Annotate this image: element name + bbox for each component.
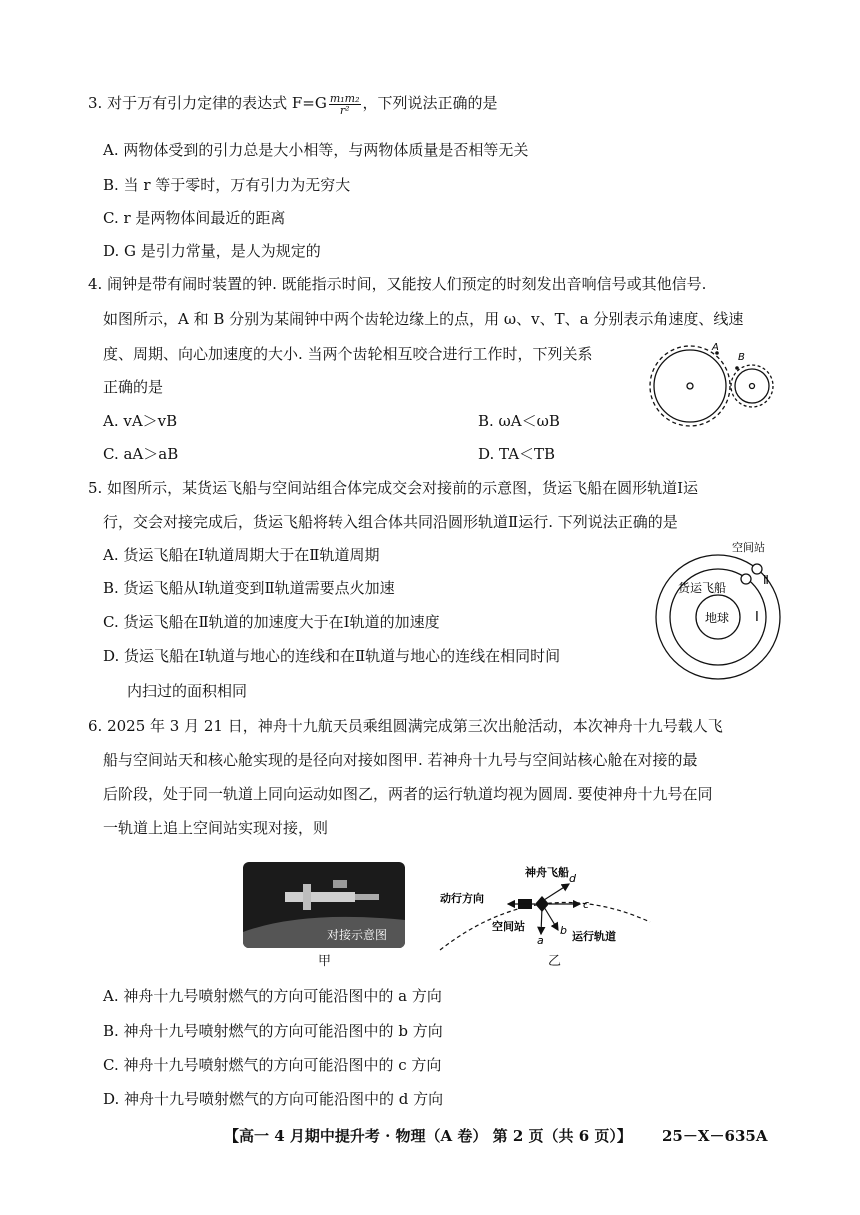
q6-option-a: A. 神舟十九号喷射燃气的方向可能沿图中的 a 方向 [103,987,442,1005]
ship-label: 神舟飞船 [525,866,569,879]
label-c: c [583,898,590,911]
q3-option-d: D. G 是引力常量，是人为规定的 [103,242,321,260]
q4-line-4: 正确的是 [103,378,164,396]
space-station-dot [752,564,762,574]
q3-option-b: B. 当 r 等于零时，万有引力为无穷大 [103,176,351,194]
q5-line-2: 行，交会对接完成后，货运飞船将转入组合体共同沿圆形轨道Ⅱ运行. 下列说法正确的是 [103,513,678,531]
point-b-dot [735,366,739,370]
q4-option-c: C. aA＞aB [103,445,179,463]
orbit-i-label: Ⅰ [755,610,759,625]
q3-option-c: C. r 是两物体间最近的距离 [103,209,286,227]
q4-option-b: B. ωA＜ωB [478,412,560,430]
orbit-ii-label: Ⅱ [763,573,769,587]
arrow-a [541,907,542,934]
fraction-denominator: r² [339,103,350,117]
q5-option-a: A. 货运飞船在Ⅰ轨道周期大于在Ⅱ轨道周期 [103,546,380,564]
orbit-label: 运行轨道 [572,930,616,943]
formula-fraction [329,93,361,116]
q4-option-a: A. vA＞vB [103,412,178,430]
q5-option-b: B. 货运飞船从Ⅰ轨道变到Ⅱ轨道需要点火加速 [103,579,395,597]
q6-option-c: C. 神舟十九号喷射燃气的方向可能沿图中的 c 方向 [103,1056,442,1074]
q4-line-1: 4. 闹钟是带有闹时装置的钟. 既能指示时间，又能按人们预定的时刻发出音响信号或其他信号. [88,275,707,293]
gears-figure [640,338,775,450]
q5-line-1: 5. 如图所示，某货运飞船与空间站组合体完成交会对接前的示意图，货运飞船在圆形轨道Ⅰ运 [88,479,699,497]
photo-caption: 对接示意图 [327,928,388,942]
q3-stem [88,88,498,118]
orbit-figure [640,536,790,682]
station-label: 空间站 [732,541,765,554]
q6-line-4: 一轨道上追上空间站实现对接，则 [103,819,329,837]
q3-stem-a: 3. 对于万有引力定律的表达式 F=G [88,94,327,112]
q4-line-2: 如图所示，A 和 B 分别为某闹钟中两个齿轮边缘上的点，用 ω、v、T、a 分别表示角速度、线速 [103,310,744,328]
large-gear [650,346,730,426]
q6-line-1: 6. 2025 年 3 月 21 日，神舟十九航天员乘组圆满完成第三次出舱活动，本次神舟十九号载人飞 [88,717,723,735]
label-a: a [537,934,544,947]
arrow-b [544,907,558,930]
station-diagram-label: 空间站 [492,920,525,933]
footer-right: 25－X－635A [662,1127,768,1145]
q3-option-a: A. 两物体受到的引力总是大小相等，与两物体质量是否相等无关 [103,141,529,159]
arrow-d [544,884,569,900]
q6-line-3: 后阶段，处于同一轨道上同向运动如图乙，两者的运行轨道均视为圆周. 要使神舟十九号在同 [103,785,713,803]
small-gear [731,365,773,407]
q5-option-c: C. 货运飞船在Ⅱ轨道的加速度大于在Ⅰ轨道的加速度 [103,613,440,631]
label-b: b [560,924,567,937]
fraction-numerator: m₁m₂ [329,91,360,105]
cargo-ship-dot [741,574,751,584]
q5-option-d: D. 货运飞船在Ⅰ轨道与地心的连线和在Ⅱ轨道与地心的连线在相同时间 [103,647,561,665]
footer-left: 【高一 4 月期中提升考 · 物理（A 卷） 第 2 页（共 6 页）】 [224,1127,632,1145]
point-a-label: A [712,342,719,353]
q4-line-3: 度、周期、向心加速度的大小. 当两个齿轮相互咬合进行工作时，下列关系 [103,345,593,363]
motion-label: 动行方向 [440,892,484,905]
figure-jia-label: 甲 [318,954,332,969]
point-b-label: B [738,352,745,363]
earth-label: 地球 [705,611,730,625]
q6-line-2: 船与空间站天和核心舱实现的是径向对接如图甲. 若神舟十九号与空间站核心舱在对接的最 [103,751,698,769]
q5-option-d-cont: 内扫过的面积相同 [127,682,248,700]
q4-option-d: D. TA＜TB [478,445,556,463]
q3-stem-b: ，下列说法正确的是 [362,94,498,112]
q6-option-b: B. 神舟十九号喷射燃气的方向可能沿图中的 b 方向 [103,1022,443,1040]
label-d: d [569,872,576,885]
q6-option-d: D. 神舟十九号喷射燃气的方向可能沿图中的 d 方向 [103,1090,444,1108]
cargo-label: 货运飞船 [678,581,727,595]
figure-yi-label: 乙 [548,954,562,969]
